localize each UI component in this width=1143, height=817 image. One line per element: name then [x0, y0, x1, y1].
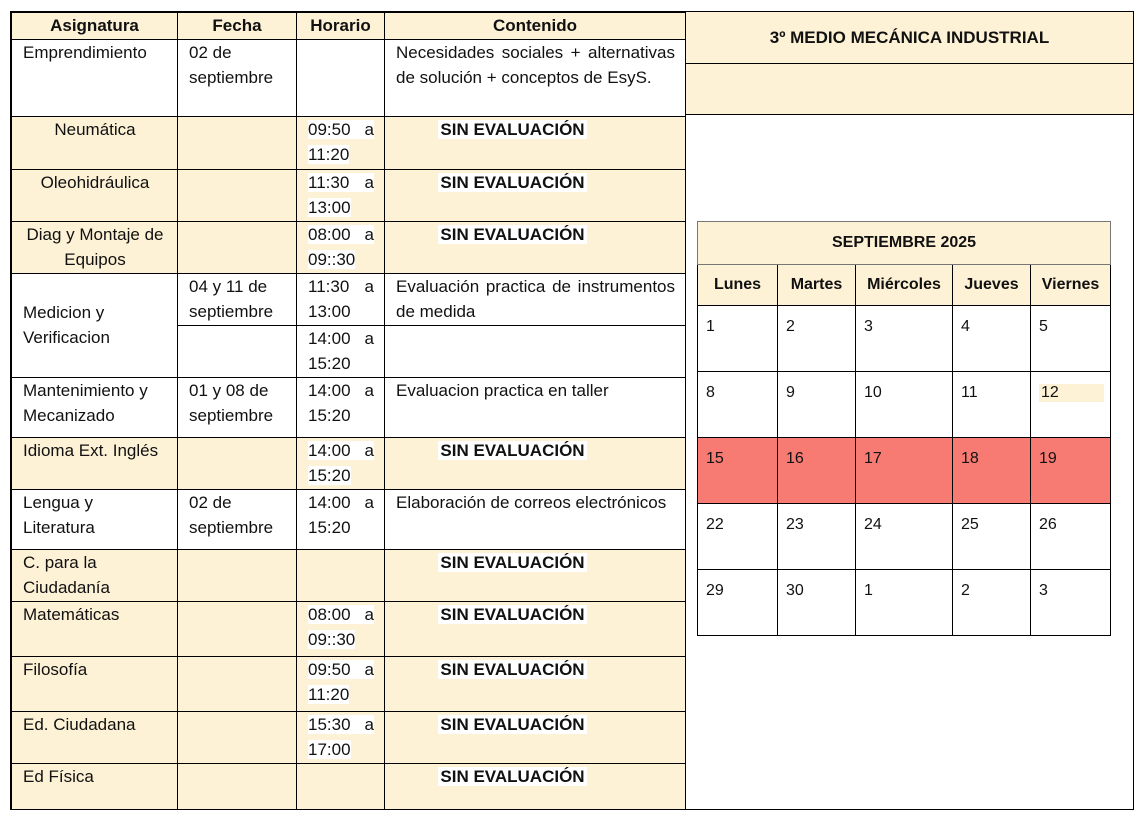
time-text: 08:00 a 09::30	[308, 604, 374, 649]
time-cell	[297, 39, 385, 116]
no-evaluation-label: SIN EVALUACIÓN	[440, 440, 585, 460]
title-blank-row	[685, 64, 1134, 115]
content-cell	[385, 656, 686, 711]
subject-cell: Mantenimiento y Mecanizado	[12, 377, 178, 437]
calendar-week	[698, 504, 1111, 570]
date-cell	[178, 656, 297, 711]
date-cell	[178, 116, 297, 169]
subject-cell: Medicion y Verificacion	[12, 273, 178, 377]
subject-cell: Filosofía	[12, 656, 178, 711]
subject-cell: Emprendimiento	[12, 39, 178, 116]
title-box	[685, 12, 1134, 115]
subject-cell: Ed Física	[12, 763, 178, 809]
date-cell	[178, 221, 297, 273]
content-cell: Evaluacion practica en taller	[385, 377, 686, 437]
date-cell	[178, 169, 297, 221]
time-cell: 14:00 a 15:20	[297, 489, 385, 549]
calendar-day: 16	[778, 438, 856, 504]
calendar-week	[698, 306, 1111, 372]
content-cell	[385, 763, 686, 809]
time-text: 08:00 a 09::30	[308, 224, 374, 269]
table-row	[12, 273, 686, 325]
date-cell	[178, 437, 297, 489]
calendar-day: 2	[953, 570, 1031, 636]
subject-cell: Oleohidráulica	[12, 169, 178, 221]
calendar-day-highlight: 12	[1039, 384, 1104, 402]
calendar-day: 25	[953, 504, 1031, 570]
calendar-day: 2	[778, 306, 856, 372]
time-cell	[297, 221, 385, 273]
calendar-day: 5	[1031, 306, 1111, 372]
no-evaluation-label: SIN EVALUACIÓN	[440, 714, 585, 734]
schedule-header-row	[12, 13, 686, 40]
content-cell	[385, 169, 686, 221]
header-content: Contenido	[385, 13, 686, 40]
time-cell	[297, 601, 385, 656]
calendar-day: 26	[1031, 504, 1111, 570]
date-cell	[178, 763, 297, 809]
no-evaluation-label: SIN EVALUACIÓN	[440, 604, 585, 624]
time-cell	[297, 711, 385, 763]
calendar-day: 8	[698, 372, 778, 438]
calendar-day: 1	[698, 306, 778, 372]
time-cell	[297, 116, 385, 169]
table-row	[12, 763, 686, 809]
subject-cell: Neumática	[12, 116, 178, 169]
header-date: Fecha	[178, 13, 297, 40]
calendar-day: 1	[856, 570, 953, 636]
no-evaluation-label: SIN EVALUACIÓN	[440, 119, 585, 139]
time-text: 09:50 a 11:20	[308, 659, 374, 704]
table-row	[12, 437, 686, 489]
time-cell	[297, 549, 385, 601]
content-cell: Elaboración de correos electrónicos	[385, 489, 686, 549]
table-row	[12, 549, 686, 601]
time-cell	[297, 763, 385, 809]
calendar-day: 4	[953, 306, 1031, 372]
subject-cell: Lengua y Literatura	[12, 489, 178, 549]
calendar-day	[1031, 372, 1111, 438]
header-subject: Asignatura	[12, 13, 178, 40]
weekday-friday: Viernes	[1031, 265, 1111, 306]
subject-cell: C. para la Ciudadanía	[12, 549, 178, 601]
date-cell: 04 y 11 de septiembre	[178, 273, 297, 325]
table-row	[12, 116, 686, 169]
weekday-tuesday: Martes	[778, 265, 856, 306]
date-cell: 01 y 08 de septiembre	[178, 377, 297, 437]
calendar-day: 9	[778, 372, 856, 438]
table-row	[12, 169, 686, 221]
content-cell	[385, 221, 686, 273]
content-cell: Necesidades sociales + alternativas de solución + conceptos de EsyS.	[385, 39, 686, 116]
calendar-day: 17	[856, 438, 953, 504]
time-cell: 14:00 a 15:20	[297, 377, 385, 437]
weekday-wednesday: Miércoles	[856, 265, 953, 306]
subject-cell: Matemáticas	[12, 601, 178, 656]
calendar-caption: SEPTIEMBRE 2025	[698, 222, 1111, 265]
table-row	[12, 377, 686, 437]
table-row	[12, 489, 686, 549]
weekday-thursday: Jueves	[953, 265, 1031, 306]
no-evaluation-label: SIN EVALUACIÓN	[440, 552, 585, 572]
date-cell	[178, 711, 297, 763]
subject-cell: Idioma Ext. Inglés	[12, 437, 178, 489]
calendar-day: 23	[778, 504, 856, 570]
calendar-week-highlighted	[698, 438, 1111, 504]
time-cell: 11:30 a 13:00	[297, 273, 385, 325]
time-text: 14:00 a 15:20	[308, 440, 374, 485]
subject-cell: Diag y Montaje de Equipos	[12, 221, 178, 273]
content-cell	[385, 437, 686, 489]
content-cell: Evaluación practica de instrumentos de medida	[385, 273, 686, 325]
calendar-week	[698, 570, 1111, 636]
calendar-day: 29	[698, 570, 778, 636]
time-text: 09:50 a 11:20	[308, 119, 374, 164]
time-cell	[297, 169, 385, 221]
date-cell	[178, 549, 297, 601]
content-cell	[385, 116, 686, 169]
calendar-day: 30	[778, 570, 856, 636]
table-row	[12, 221, 686, 273]
no-evaluation-label: SIN EVALUACIÓN	[440, 224, 585, 244]
calendar-day: 11	[953, 372, 1031, 438]
calendar-day: 15	[698, 438, 778, 504]
time-text: 15:30 a 17:00	[308, 714, 374, 759]
calendar-day: 10	[856, 372, 953, 438]
content-cell	[385, 549, 686, 601]
course-title: 3º MEDIO MECÁNICA INDUSTRIAL	[685, 12, 1134, 64]
date-cell: 02 de septiembre	[178, 39, 297, 116]
weekday-row	[698, 265, 1111, 306]
date-cell	[178, 325, 297, 377]
table-row	[12, 656, 686, 711]
no-evaluation-label: SIN EVALUACIÓN	[440, 659, 585, 679]
calendar	[697, 221, 1111, 636]
table-row	[12, 601, 686, 656]
date-cell	[178, 601, 297, 656]
time-cell: 14:00 a 15:20	[297, 325, 385, 377]
time-cell	[297, 656, 385, 711]
content-cell	[385, 325, 686, 377]
time-cell	[297, 437, 385, 489]
calendar-week	[698, 372, 1111, 438]
calendar-day: 3	[1031, 570, 1111, 636]
no-evaluation-label: SIN EVALUACIÓN	[440, 766, 585, 786]
no-evaluation-label: SIN EVALUACIÓN	[440, 172, 585, 192]
calendar-day: 19	[1031, 438, 1111, 504]
calendar-caption-row	[698, 222, 1111, 265]
date-cell: 02 de septiembre	[178, 489, 297, 549]
time-text: 11:30 a 13:00	[308, 172, 374, 217]
calendar-day: 22	[698, 504, 778, 570]
table-row	[12, 711, 686, 763]
content-cell	[385, 601, 686, 656]
table-row	[12, 39, 686, 116]
subject-cell: Ed. Ciudadana	[12, 711, 178, 763]
calendar-day: 3	[856, 306, 953, 372]
schedule-table	[11, 12, 686, 810]
header-time: Horario	[297, 13, 385, 40]
content-cell	[385, 711, 686, 763]
calendar-day: 18	[953, 438, 1031, 504]
weekday-monday: Lunes	[698, 265, 778, 306]
calendar-day: 24	[856, 504, 953, 570]
